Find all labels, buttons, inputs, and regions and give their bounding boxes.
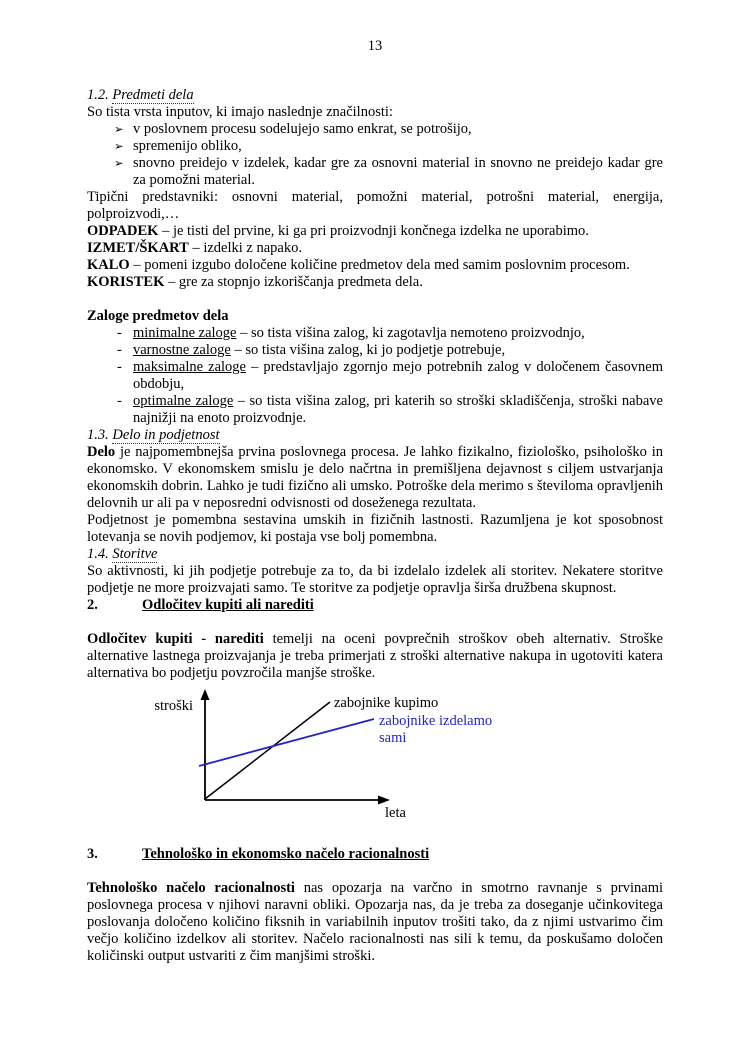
section-title: Storitve xyxy=(112,546,158,562)
stock-term: varnostne zaloge xyxy=(133,342,231,358)
make-line xyxy=(199,719,374,766)
make-line-label-line2: sami xyxy=(379,730,407,746)
list-item: - optimalne zaloge – so tista višina zalog, pri katerih so stroški skladiščenja, stroški nabave najnižji na enoto proizvodnje. xyxy=(117,393,663,426)
lead-term: Odločitev kupiti - narediti xyxy=(87,631,264,647)
lead-term: Delo xyxy=(87,444,116,460)
intro-paragraph: So tista vrsta inputov, ki imajo naslednje značilnosti: xyxy=(87,104,393,120)
term-label: KALO xyxy=(87,257,130,273)
buy-line-label: zabojnike kupimo xyxy=(334,695,439,711)
make-or-buy-chart xyxy=(87,688,663,836)
section-number: 1.4. xyxy=(87,546,109,562)
list-item: - minimalne zaloge – so tista višina zalog, ki zagotavlja nemoteno proizvodnjo, xyxy=(117,325,585,341)
stock-term: minimalne zaloge xyxy=(133,325,237,341)
buy-line xyxy=(205,702,330,799)
section-title: Tehnološko in ekonomsko načelo racionalnosti xyxy=(142,846,430,862)
stocks-heading: Zaloge predmetov dela xyxy=(87,308,229,324)
characteristics-list xyxy=(87,121,663,189)
section-number: 1.2. xyxy=(87,87,109,103)
stock-term: maksimalne zaloge xyxy=(133,359,246,375)
chart-canvas xyxy=(87,688,663,836)
arrow-bullet-icon: ➢ xyxy=(114,139,124,153)
section-heading-1-2 xyxy=(87,87,663,104)
dash-bullet-icon: - xyxy=(117,342,122,358)
body-paragraph: Tehnološko načelo racionalnosti nas opozarja na varčno in smotrno ravnanje s prvinami poslovnega procesa v njihovi naravni obliki. Opozarja nas, da je treba za doseganje učinkovitega poslovanja določeno količino fiksnih in variabilnih inputov trošiti tako, da z njimi ustvarimo čim večjo količino izdelkov ali storitev. Načelo racionalnosti nas sili k temu, da poskušamo določen količinski output ustvariti z čim manjšimi stroški. xyxy=(87,880,664,964)
list-item: ➢ spremenijo obliko, xyxy=(114,138,242,154)
dash-bullet-icon: - xyxy=(117,325,122,341)
section-title: Odločitev kupiti ali narediti xyxy=(142,597,314,613)
make-line-label-line1: zabojnike izdelamo xyxy=(379,713,493,729)
term-definition: KALO – pomeni izgubo določene količine predmetov dela med samim poslovnim procesom. xyxy=(87,257,630,273)
term-label: IZMET/ŠKART xyxy=(87,240,189,256)
section-title: Delo in podjetnost xyxy=(112,427,220,443)
dash-bullet-icon: - xyxy=(117,393,122,409)
section-heading-1-3 xyxy=(87,427,663,444)
x-axis-arrow-icon xyxy=(378,796,390,805)
dash-bullet-icon: - xyxy=(117,359,122,375)
list-item: - varnostne zaloge – so tista višina zalog, ki jo podjetje potrebuje, xyxy=(117,342,506,358)
term-label: KORISTEK xyxy=(87,274,165,290)
section-title: Predmeti dela xyxy=(112,87,194,103)
arrow-bullet-icon: ➢ xyxy=(114,156,124,170)
section-heading-1-4 xyxy=(87,546,663,563)
page-number: 13 xyxy=(367,38,383,54)
section-number: 1.3. xyxy=(87,427,109,443)
list-item: - maksimalne zaloge – predstavljajo zgornjo mejo potrebnih zalog v določenem časovnem obdobju, xyxy=(117,359,664,392)
section-number: 2. xyxy=(87,597,98,613)
body-paragraph: Delo je najpomembnejša prvina poslovnega procesa. Je lahko fizikalno, fiziološko, psihološko in ekonomsko. V ekonomskem smislu je delo načrtna in premišljena dejavnost s ciljem ustvarjanja ekonomskih dobrin. Lahko je tudi fizično ali umsko. Potroške dela merimo s številoma opravljenih delovnih ur ali pa v neposredni odvisnosti od doseženega rezultata. xyxy=(87,444,663,511)
list-item: ➢ v poslovnem procesu sodelujejo samo enkrat, se potrošijo, xyxy=(114,121,472,137)
y-axis-arrow-icon xyxy=(201,689,210,700)
list-item: ➢ snovno preidejo v izdelek, kadar gre za osnovni material in snovno ne preidejo kadar gre za pomožni material. xyxy=(114,155,663,188)
term-definition: ODPADEK – je tisti del prvine, ki ga pri proizvodnji končnega izdelka ne uporabimo. xyxy=(87,223,589,239)
x-axis-label: leta xyxy=(385,805,406,821)
typical-representatives: Tipični predstavniki: osnovni material, pomožni material, potrošni material, energija, polproizvodi,… xyxy=(87,189,663,222)
stock-term: optimalne zaloge xyxy=(133,393,234,409)
section-heading-3 xyxy=(87,846,663,863)
section-number: 3. xyxy=(87,846,98,862)
body-paragraph: So aktivnosti, ki jih podjetje potrebuje za to, da bi izdelalo izdelek ali storitev. Nekatere storitve podjetje ne more proizvajati samo. Te storitve za podjetje opravlja širša družbena skupnost. xyxy=(87,563,663,596)
stocks-list xyxy=(87,325,663,427)
body-paragraph: Odločitev kupiti - narediti temelji na oceni povprečnih stroškov obeh alternativ. Stroške alternative lastnega proizvajanja je treba primerjati z stroški alternative nakupa in ugotoviti katera alternativa bo podjetju povzročila manjše stroške. xyxy=(87,631,663,681)
y-axis-label: stroški xyxy=(154,698,193,714)
arrow-bullet-icon: ➢ xyxy=(114,122,124,136)
term-label: ODPADEK xyxy=(87,223,159,239)
body-paragraph: Podjetnost je pomembna sestavina umskih in fizičnih lastnosti. Razumljena je kot sposobnost lotevanja se novih podjemov, ki postaja vse bolj pomembna. xyxy=(87,512,663,545)
term-definition: KORISTEK – gre za stopnjo izkoriščanja predmeta dela. xyxy=(87,274,423,290)
term-definition: IZMET/ŠKART – izdelki z napako. xyxy=(87,240,302,256)
lead-term: Tehnološko načelo racionalnosti xyxy=(87,880,295,896)
section-heading-2 xyxy=(87,597,663,614)
